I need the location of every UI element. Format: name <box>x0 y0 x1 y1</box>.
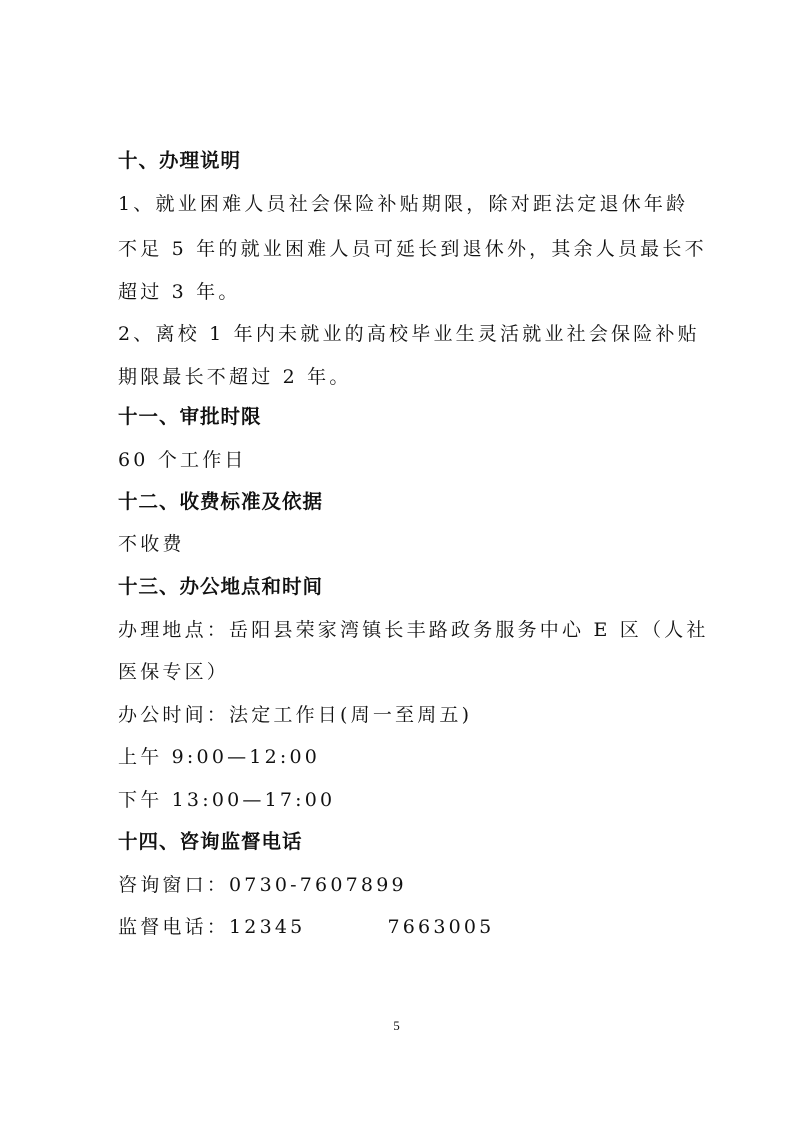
paragraph-line: 2、离校 1 年内未就业的高校毕业生灵活就业社会保险补贴 <box>118 323 700 345</box>
fee-text: 不收费 <box>118 533 185 555</box>
afternoon-hours-text: 下午 13:00—17:00 <box>118 789 336 811</box>
supervise-phone-secondary: 7663005 <box>387 916 495 938</box>
section-heading-13: 十三、办公地点和时间 <box>118 575 324 598</box>
office-hours-text: 办公时间：法定工作日(周一至周五) <box>118 704 473 726</box>
section-heading-14: 十四、咨询监督电话 <box>118 830 303 853</box>
paragraph-line: 超过 3 年。 <box>118 281 241 303</box>
supervise-phone-primary: 监督电话：12345 <box>118 916 306 938</box>
paragraph-line: 1、就业困难人员社会保险补贴期限，除对距法定退休年龄 <box>118 193 689 215</box>
supervise-phone-text <box>118 914 678 940</box>
consult-phone-text: 咨询窗口：0730-7607899 <box>118 874 407 896</box>
section-heading-10: 十、办理说明 <box>118 149 242 172</box>
section-heading-12: 十二、收费标准及依据 <box>118 490 324 513</box>
page-number: 5 <box>393 1018 400 1033</box>
morning-hours-text: 上午 9:00—12:00 <box>118 746 321 768</box>
paragraph-line: 期限最长不超过 2 年。 <box>118 366 352 388</box>
paragraph-line: 不足 5 年的就业困难人员可延长到退休外，其余人员最长不 <box>118 238 707 260</box>
section-heading-11: 十一、审批时限 <box>118 405 262 428</box>
approval-time-text: 60 个工作日 <box>118 449 247 471</box>
office-address-line: 医保专区） <box>118 661 230 683</box>
office-address-line: 办理地点：岳阳县荣家湾镇长丰路政务服务中心 E 区（人社 <box>118 619 709 641</box>
